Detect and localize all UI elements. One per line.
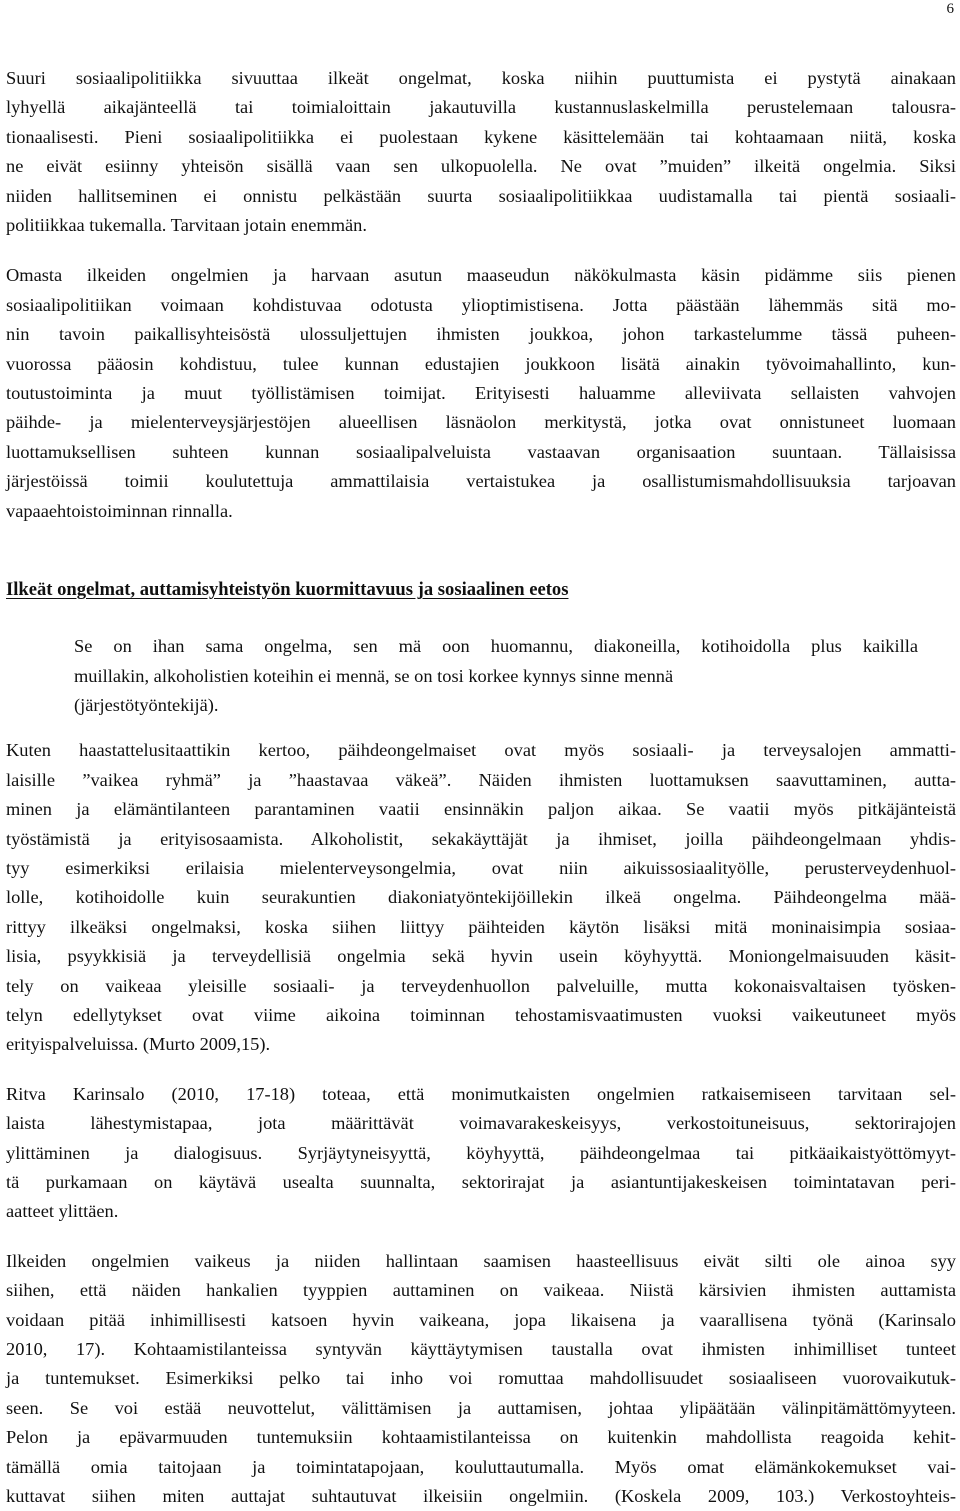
text-line: 2010, 17). Kohtaamistilanteissa syntyvän käyttäytymisen taustalla ovat ihmisten inhimilliset tunteet — [6, 1339, 956, 1360]
text-line: työstämistä ja erityisosaamista. Alkoholistit, sekakäyttäjät ja ihmiset, joilla päihdeongelmaan yhdis- — [6, 828, 956, 849]
text-line: tionaalisesti. Pieni sosiaalipolitiikka ei puolestaan kykene käsittelemään tai kohtaamaan niitä, koska — [6, 126, 956, 147]
text-line: Kuten haastattelusitaattikin kertoo, päihdeongelmaiset ovat myös sosiaali- ja terveysalojen ammatti- — [6, 740, 956, 761]
text-line: Ritva Karinsalo (2010, 17-18) toteaa, että monimutkaisten ongelmien ratkaisemiseen tarvitaan sel- — [6, 1083, 956, 1104]
text-line: erityispalveluissa. (Murto 2009,15). — [6, 1034, 271, 1055]
text-line: minen ja elämäntilanteen parantaminen vaatii ensinnäkin paljon aikaa. Se vaatii myös pitkäjänteistä — [6, 799, 956, 820]
text-line: laisille ”vaikea ryhmä” ja ”haastavaa väkeä”. Näiden ihmisten luottamuksen saavuttaminen, autta- — [6, 769, 956, 790]
text-line: lolle, kotihoidolle kuin seurakuntien diakoniatyöntekijöillekin ilkeä ongelma. Päihdeongelma mää- — [6, 887, 956, 908]
text-line: Ilkeiden ongelmien vaikeus ja niiden hallintaan saamisen haasteellisuus eivät silti ole ainoa syy — [6, 1250, 956, 1271]
text-line: niiden hallitseminen ei onnistu pelkästään suurta sosiaalipolitiikkaa uudistamalla tai pientä sosiaali- — [6, 185, 956, 206]
text-line: Pelon ja epävarmuuden tuntemuksiin kohtaamistilanteissa on kuitenkin mahdollista reagoida kehit- — [6, 1427, 956, 1448]
document-body — [6, 64, 956, 1511]
paragraph-5 — [6, 1247, 956, 1511]
quote-line: Se on ihan sama ongelma, sen mä oon huomannu, diakoneilla, kotihoidolla plus kaikilla — [74, 636, 918, 657]
text-line: siihen, että näiden hankalien tyyppien auttaminen on vaikeaa. Niistä kärsivien ihmisten auttamista — [6, 1280, 956, 1301]
text-line: luottamuksellisen suhteen kunnan sosiaalipalveluista vastaavan organisaation suuntaan. Tällaisissa — [6, 441, 956, 462]
page-number: 6 — [946, 1, 954, 17]
text-line: Omasta ilkeiden ongelmien ja harvaan asutun maaseudun näkökulmasta käsin pidämme siis pienen — [6, 265, 956, 286]
quote-line: (järjestötyöntekijä). — [74, 694, 219, 715]
paragraph-4 — [6, 1080, 956, 1227]
text-line: tely on vaikeaa yleisille sosiaali- ja terveydenhuollon palveluille, mutta kokonaisvaltaisen työsken- — [6, 975, 956, 996]
interview-quote — [74, 632, 918, 720]
text-line: toutustoiminta ja muut työllistämisen toimijat. Erityisesti haluamme alleviivata sellaisten vahvojen — [6, 383, 956, 404]
text-line: tyy esimerkiksi erilaisia mielenterveysongelmia, ovat niin aikuissosiaalityölle, perusterveydenhuol- — [6, 857, 956, 878]
text-line: nin tavoin paikallisyhteisöstä ulossuljettujen ihmisten joukkoa, johon tarkastelumme tässä puheen- — [6, 324, 956, 345]
text-line: laista lähestymistapaa, jota määrittävät voimavarakeskeisyys, verkostoituneisuus, sektorirajojen — [6, 1113, 956, 1134]
text-line: rittyy ilkeäksi ongelmaksi, koska siihen liittyy päihteiden käytön lisäksi mitä moninaisimpia sosiaa- — [6, 916, 956, 937]
text-line: ja tuntemukset. Esimerkiksi pelko tai inho voi romuttaa mahdollisuudet sosiaaliseen vuorovaikutuk- — [6, 1368, 956, 1389]
text-line: ylittäminen ja dialogisuus. Syrjäytyneisyyttä, köyhyyttä, päihdeongelmaa tai pitkäaikaistyöttömyyt- — [6, 1142, 956, 1163]
paragraph-3 — [6, 736, 956, 1059]
text-line: vuorossa pääosin kohdistuu, tulee kunnan edustajien joukkoon lisätä ainakin työvoimahallinto, kun- — [6, 353, 956, 374]
text-line: lisia, psyykkisiä ja terveydellisiä ongelmia sekä hyvin usein köyhyyttä. Moniongelmaisuuden käsit- — [6, 946, 956, 967]
text-line: tämällä omia taitojaan ja toimintatapojaan, kouluttautumalla. Myös omat elämänkokemukset vai- — [6, 1456, 956, 1477]
text-line: Suuri sosiaalipolitiikka sivuuttaa ilkeät ongelmat, koska niihin puuttumista ei pystytä ainakaan — [6, 68, 956, 88]
text-line: tä purkamaan on käytävä usealta suunnalta, sektorirajat ja asiantuntijakeskeisen toimintatavan peri- — [6, 1172, 956, 1192]
text-line: kuttavat siihen miten auttajat suhtautuvat ilkeisiin ongelmiin. (Koskela 2009, 103.) Verkostoyhteis- — [6, 1486, 956, 1507]
text-line: ne eivät esiinny yhteisön sisällä vaan sen ulkopuolella. Ne ovat ”muiden” ilkeitä ongelmia. Siksi — [6, 156, 956, 177]
text-line: päihde- ja mielenterveysjärjestöjen alueellisen läsnäolon merkitystä, jotka ovat onnistuneet luomaan — [6, 412, 956, 433]
paragraph-1 — [6, 64, 956, 240]
text-line: politiikkaa tukemalla. Tarvitaan jotain enemmän. — [6, 215, 367, 236]
text-line: seen. Se voi estää neuvottelut, välittämisen ja auttamisen, johtaa ylipäätään välinpitämättömyyteen. — [6, 1397, 956, 1418]
text-line: vapaaehtoistoiminnan rinnalla. — [6, 500, 233, 521]
text-line: telyn edellytykset ovat viime aikoina toiminnan tehostamisvaatimusten vuoksi vaikeutuneet myös — [6, 1004, 956, 1025]
text-line: lyhyellä aikajänteellä tai toimialoittain jakautuvilla kustannuslaskelmilla perustelemaan talousra- — [6, 97, 956, 118]
text-line: sosiaalipolitiikan voimaan kohdistuvaa odotusta ylioptimistisena. Jotta päästään lähemmäs sitä mo- — [6, 294, 956, 315]
text-line: järjestöissä toimii koulutettuja ammattilaisia vertaistukea ja osallistumismahdollisuuksia tarjoavan — [6, 471, 956, 492]
quote-line: muillakin, alkoholistien koteihin ei mennä, se on tosi korkee kynnys sinne mennä — [74, 665, 674, 686]
text-line: voidaan pitää inhimillisesti katsoen hyvin vaikeana, jopa likaisena ja vaarallisena työnä (Karinsalo — [6, 1309, 956, 1330]
paragraph-2 — [6, 261, 956, 526]
text-line: aatteet ylittäen. — [6, 1201, 119, 1222]
section-heading: Ilkeät ongelmat, auttamisyhteistyön kuormittavuus ja sosiaalinen eetos — [6, 579, 569, 601]
